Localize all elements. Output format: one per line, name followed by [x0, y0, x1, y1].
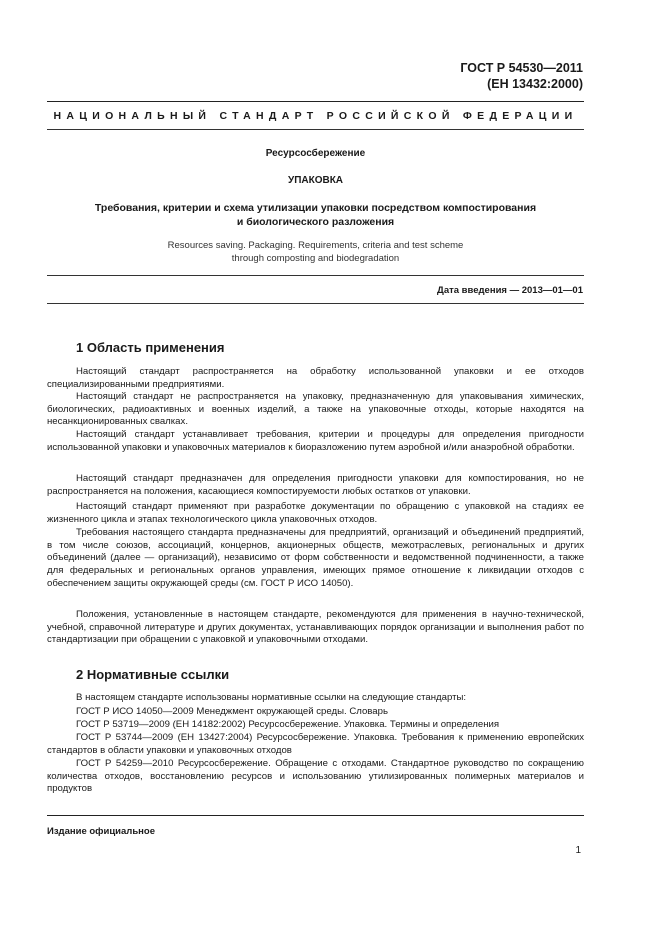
document-title-line: Требования, критерии и схема утилизации упаковки посредством компостирования [94, 202, 537, 214]
section-1-paragraph: Настоящий стандарт не распространяется на упаковку, предназначенную для упаковывания химических, биологических, радиоактивных и военных изделий, а также на упаковочные отходы, которые находятся на несанкционированных свалках. [47, 391, 584, 428]
section-1-paragraph: Настоящий стандарт устанавливает требования, критерии и процедуры для определения пригодности использованной упаковки и упаковочных материалов к биоразложению путем аэробной и/или анаэробной обработки. [47, 429, 584, 453]
title-rule [47, 275, 584, 276]
reference-item: ГОСТ Р 53744—2009 (ЕН 13427:2004) Ресурсосбережение. Упаковка. Требования к применению европейских стандартов в области упаковки и упаковочных отходов [47, 732, 584, 756]
section-1-paragraph: Настоящий стандарт применяют при разработке документации по обращению с упаковкой на стадиях ее жизненного цикла и этапах технологического цикла упаковочных отходов. [47, 501, 584, 525]
reference-item: ГОСТ Р 54259—2010 Ресурсосбережение. Обращение с отходами. Стандартное руководство по сокращению количества отходов, восстановлению ресурсов и использованию утилизированных полимерных материалов и продуктов [47, 758, 584, 795]
section-1-paragraph: Требования настоящего стандарта предназначены для предприятий, организаций и объединений предприятий, в том числе союзов, ассоциаций, концернов, акционерных обществ, межотраслевых, региональных и других объединений (далее — организаций), независимо от форм собственности и ведомственной подчиненности, а также для федеральных и региональных органов управления, имеющих прямое отношение к ликвидации отходов с обеспечением защиты окружающей среды (см. ГОСТ Р ИСО 14050). [47, 527, 584, 589]
national-standard-banner: НАЦИОНАЛЬНЫЙ СТАНДАРТ РОССИЙСКОЙ ФЕДЕРАЦИИ [53, 110, 578, 122]
series-title: Ресурсосбережение [265, 148, 366, 159]
page-number: 1 [575, 845, 581, 856]
section-2-heading: 2 Нормативные ссылки [76, 667, 230, 682]
reference-item: ГОСТ Р ИСО 14050—2009 Менеджмент окружающей среды. Словарь [76, 706, 388, 717]
intro-date: Дата введения — 2013—01—01 [437, 285, 583, 296]
banner-rule [47, 129, 584, 130]
section-2-paragraph: В настоящем стандарте использованы нормативные ссылки на следующие стандарты: [76, 692, 467, 703]
subject-title: УПАКОВКА [287, 175, 344, 186]
reference-item: ГОСТ Р 53719—2009 (ЕН 14182:2002) Ресурсосбережение. Упаковка. Термины и определения [76, 719, 500, 730]
document-code-gost: ГОСТ Р 54530—2011 [460, 61, 583, 75]
section-1-paragraph: Настоящий стандарт предназначен для определения пригодности упаковки для компостирования, но не распространяется на положения, касающиеся компостируемости любых остатков от упаковки. [47, 473, 584, 497]
top-rule [47, 101, 584, 102]
english-title-line: through composting and biodegradation [231, 252, 400, 264]
section-1-heading: 1 Область применения [76, 340, 225, 355]
english-title [47, 240, 584, 265]
document-code-en: (ЕН 13432:2000) [487, 77, 583, 91]
document-title [47, 201, 584, 229]
date-rule [47, 303, 584, 304]
english-title-line: Resources saving. Packaging. Requirements, criteria and test scheme [167, 240, 464, 251]
official-edition-note: Издание официальное [47, 826, 155, 837]
document-code [460, 60, 583, 92]
footer-rule [47, 815, 584, 816]
section-1-paragraph: Настоящий стандарт распространяется на обработку использованной упаковки и ее отходов специализированными предприятиями. [47, 366, 584, 390]
document-title-line: и биологического разложения [236, 216, 395, 228]
section-1-paragraph: Положения, установленные в настоящем стандарте, рекомендуются для применения в научно-технической, учебной, справочной литературе и других документах, устанавливающих порядок организации и выполнения работ по стандартизации при обращении с упаковкой и упаковочными отходами. [47, 609, 584, 646]
